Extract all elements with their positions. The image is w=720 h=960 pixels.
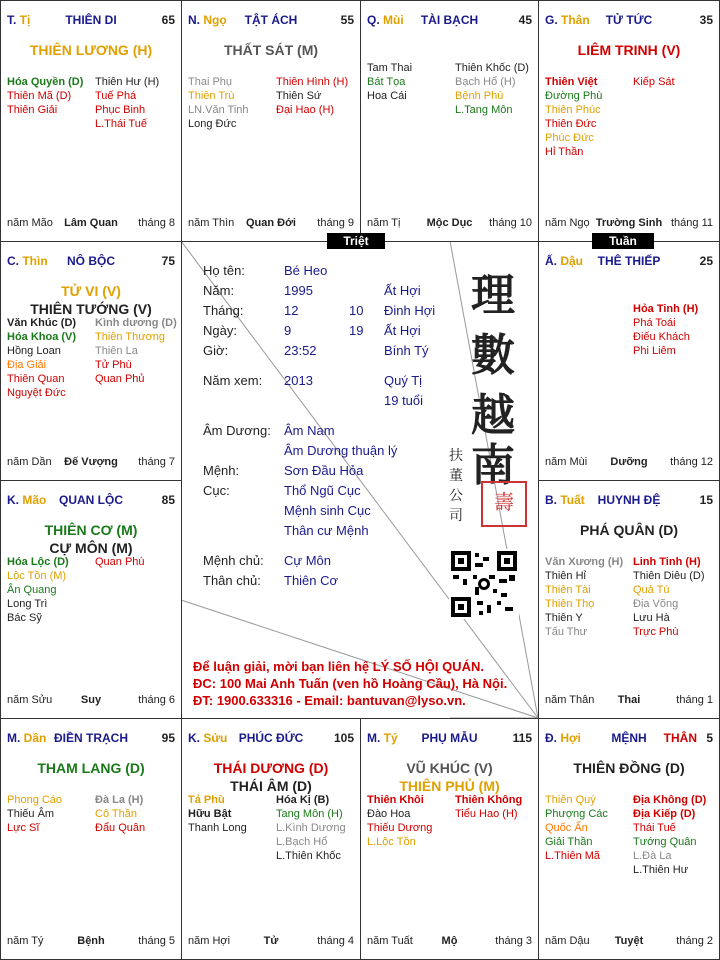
minor-star: L.Thái Tuế bbox=[95, 118, 147, 130]
palace-position: C. Thìn bbox=[7, 254, 48, 268]
minor-star: L.Đà La bbox=[633, 850, 672, 862]
minor-star: L.Thiên Mã bbox=[545, 850, 601, 862]
palace-year: năm Tị bbox=[367, 217, 401, 229]
minor-star: Bệnh Phù bbox=[455, 90, 504, 102]
palace-year: năm Tuất bbox=[367, 935, 413, 947]
minor-stars-right bbox=[633, 793, 706, 877]
minor-star: Linh Tinh (H) bbox=[633, 556, 701, 568]
minor-star: Thiên Hình (H) bbox=[276, 76, 349, 88]
palace-footer bbox=[7, 456, 175, 470]
palace-month: tháng 9 bbox=[317, 217, 354, 229]
main-star: THIÊN LƯƠNG (H) bbox=[29, 42, 153, 58]
palace-year: năm Thân bbox=[545, 694, 595, 706]
minor-stars-right bbox=[95, 316, 177, 386]
palace-age-number: 85 bbox=[161, 493, 175, 507]
center-info-panel bbox=[181, 241, 538, 719]
minor-star: Thiên Diêu (D) bbox=[633, 570, 705, 582]
minor-star: Phục Binh bbox=[95, 104, 146, 116]
body-marker: THÂN bbox=[663, 731, 697, 745]
minor-star: Thiên Sứ bbox=[276, 90, 322, 102]
palace-cell-suu[interactable] bbox=[181, 718, 361, 960]
palace-footer bbox=[188, 935, 354, 949]
minor-star: Thiên Không bbox=[455, 794, 523, 806]
minor-star: Thanh Long bbox=[188, 822, 247, 834]
info-value: 9 bbox=[284, 323, 292, 338]
main-stars bbox=[182, 759, 360, 795]
info-value: Thân cư Mệnh bbox=[284, 523, 369, 538]
minor-star: Kiếp Sát bbox=[633, 76, 675, 88]
minor-star: Long Trì bbox=[7, 598, 48, 610]
minor-stars-right bbox=[455, 61, 529, 117]
minor-star: Quốc Ấn bbox=[545, 822, 588, 834]
info-lunar-value: 19 bbox=[349, 323, 364, 338]
main-stars bbox=[539, 521, 719, 539]
minor-star: Thái Tuế bbox=[633, 822, 676, 834]
palace-footer bbox=[188, 217, 354, 231]
palace-stage: Mộc Dục bbox=[426, 217, 473, 229]
palace-header bbox=[367, 731, 532, 747]
palace-cell-ti[interactable] bbox=[0, 0, 182, 242]
minor-star: Hồng Loan bbox=[7, 345, 61, 357]
info-canchi-value: Ất Hợi bbox=[384, 283, 421, 298]
palace-footer bbox=[545, 935, 713, 949]
palace-stage: Lâm Quan bbox=[64, 217, 118, 229]
minor-stars-left bbox=[545, 75, 602, 159]
palace-header bbox=[545, 254, 713, 270]
minor-stars-left bbox=[7, 316, 76, 400]
palace-age-number: 95 bbox=[161, 731, 175, 745]
info-value: Mệnh sinh Cục bbox=[284, 503, 371, 518]
minor-star: L.Thiên Khốc bbox=[276, 850, 341, 862]
palace-header bbox=[367, 13, 532, 29]
brand-char-3: 越 bbox=[471, 390, 515, 441]
palace-position: T. Tị bbox=[7, 13, 31, 27]
minor-star: Văn Xương (H) bbox=[545, 556, 624, 568]
brand-small-2: 董 bbox=[449, 468, 463, 484]
palace-header bbox=[7, 254, 175, 270]
seal-stamp: 壽 bbox=[481, 481, 527, 527]
palace-cell-tuat[interactable] bbox=[538, 480, 720, 719]
info-canchi-value: Quý Tị bbox=[384, 373, 423, 388]
palace-cell-ngo[interactable] bbox=[181, 0, 361, 242]
minor-star: L.Bạch Hổ bbox=[276, 836, 328, 848]
minor-stars-left bbox=[7, 555, 69, 625]
palace-header bbox=[545, 13, 713, 29]
palace-age-number: 45 bbox=[518, 13, 532, 27]
minor-star: Tả Phù bbox=[188, 794, 225, 806]
minor-star: L.Lộc Tồn bbox=[367, 836, 416, 848]
minor-star: Địa Không (D) bbox=[633, 794, 707, 806]
minor-stars-left bbox=[367, 793, 432, 849]
main-star: THÁI ÂM (D) bbox=[230, 778, 312, 794]
qr-code-icon[interactable] bbox=[449, 549, 519, 619]
minor-star: Long Đức bbox=[188, 118, 237, 130]
palace-stage: Thai bbox=[617, 694, 641, 706]
minor-star: Thiên Phúc bbox=[545, 104, 601, 116]
minor-star: Tang Môn (H) bbox=[276, 808, 343, 820]
palace-cell-mao[interactable] bbox=[0, 480, 182, 719]
palace-year: năm Dần bbox=[7, 456, 52, 468]
main-star: CỰ MÔN (M) bbox=[49, 540, 133, 556]
info-canchi-value: Đinh Hợi bbox=[384, 303, 436, 318]
palace-year: năm Sửu bbox=[7, 694, 53, 706]
main-star: THIÊN PHỦ (M) bbox=[399, 778, 500, 794]
minor-stars-right bbox=[455, 793, 522, 821]
info-label: Cục: bbox=[203, 483, 230, 498]
main-stars bbox=[1, 41, 181, 59]
info-label: Họ tên: bbox=[203, 263, 245, 278]
minor-star: Bạch Hổ (H) bbox=[455, 76, 516, 88]
contact-callout-line: ĐT: 1900.633316 - Email: bantuvan@lyso.vn. bbox=[193, 693, 466, 708]
palace-position: G. Thân bbox=[545, 13, 590, 27]
info-value: Âm Dương thuận lý bbox=[284, 443, 398, 458]
minor-star: Địa Giải bbox=[7, 359, 47, 371]
minor-star: Địa Kiếp (D) bbox=[633, 808, 696, 820]
minor-star: Hỉ Thần bbox=[545, 146, 584, 158]
minor-star: Thiên Thọ bbox=[545, 598, 595, 610]
minor-star: Đường Phù bbox=[545, 90, 603, 102]
palace-stage: Đế Vượng bbox=[64, 456, 118, 468]
main-star: THIÊN CƠ (M) bbox=[44, 522, 138, 538]
palace-year: năm Mùi bbox=[545, 456, 588, 468]
palace-header bbox=[7, 13, 175, 29]
info-label: Giờ: bbox=[203, 343, 229, 358]
minor-star: Phi Liêm bbox=[633, 345, 676, 357]
triet-marker: Triệt bbox=[327, 233, 385, 249]
minor-stars-left bbox=[7, 75, 83, 117]
tuan-marker: Tuần bbox=[592, 233, 654, 249]
palace-month: tháng 8 bbox=[138, 217, 175, 229]
palace-footer bbox=[7, 935, 175, 949]
palace-cell-dau[interactable] bbox=[538, 241, 720, 481]
info-label: Tháng: bbox=[203, 303, 244, 318]
info-value: 23:52 bbox=[284, 343, 317, 358]
info-label: Ngày: bbox=[203, 323, 237, 338]
minor-star: Trực Phù bbox=[633, 626, 679, 638]
main-stars bbox=[1, 282, 181, 318]
contact-callout-line: Để luận giải, mời bạn liên hệ LÝ SỐ HỘI QUÁN. bbox=[193, 659, 484, 674]
info-canchi-value: Ất Hợi bbox=[384, 323, 421, 338]
palace-name: HUYNH ĐỆ bbox=[597, 493, 661, 507]
palace-header bbox=[7, 493, 175, 509]
palace-stage: Mộ bbox=[441, 935, 458, 947]
info-label: Thân chủ: bbox=[203, 573, 261, 588]
minor-star: Hữu Bật bbox=[188, 808, 232, 820]
minor-star: Phúc Đức bbox=[545, 132, 594, 144]
info-canchi-value: Bính Tý bbox=[384, 343, 429, 358]
main-stars bbox=[539, 41, 719, 59]
palace-header bbox=[7, 731, 175, 747]
info-value: Bé Heo bbox=[284, 263, 328, 278]
palace-name: TÀI BẠCH bbox=[420, 13, 479, 27]
palace-header bbox=[545, 493, 713, 509]
minor-stars-right bbox=[276, 75, 348, 117]
palace-name: TẬT ÁCH bbox=[244, 13, 298, 27]
minor-star: Địa Võng bbox=[633, 598, 679, 610]
minor-star: Thiên La bbox=[95, 345, 138, 357]
palace-age-number: 55 bbox=[340, 13, 354, 27]
info-canchi-value: 19 tuổi bbox=[384, 393, 424, 408]
palace-month: tháng 1 bbox=[676, 694, 713, 706]
palace-name: MỆNH bbox=[611, 731, 647, 745]
palace-age-number: 15 bbox=[699, 493, 713, 507]
main-star: THAM LANG (D) bbox=[37, 760, 145, 776]
palace-position: N. Ngọ bbox=[188, 13, 227, 27]
brand-small-4: 司 bbox=[449, 508, 463, 524]
brand-char-4: 南 bbox=[471, 440, 515, 491]
minor-star: Đà La (H) bbox=[95, 794, 144, 806]
minor-star: Thiên Hư (H) bbox=[95, 76, 160, 88]
palace-stage: Quan Đới bbox=[246, 217, 296, 229]
info-value: Cự Môn bbox=[284, 553, 331, 568]
main-stars bbox=[182, 41, 360, 59]
palace-age-number: 65 bbox=[161, 13, 175, 27]
info-label: Mệnh: bbox=[203, 463, 240, 478]
minor-star: Thiên Giải bbox=[7, 104, 58, 116]
main-star: THÁI DƯƠNG (D) bbox=[213, 760, 329, 776]
palace-month: tháng 10 bbox=[489, 217, 532, 229]
palace-header bbox=[188, 731, 354, 747]
main-star: THẤT SÁT (M) bbox=[223, 42, 319, 58]
minor-star: Ân Quang bbox=[7, 584, 57, 596]
palace-cell-mui[interactable] bbox=[360, 0, 539, 242]
minor-star: Tử Phù bbox=[95, 359, 132, 371]
minor-stars-right bbox=[95, 793, 145, 835]
minor-star: Tướng Quân bbox=[633, 836, 697, 848]
minor-star: Tam Thai bbox=[367, 62, 413, 74]
palace-header bbox=[545, 731, 713, 747]
main-star: PHÁ QUÂN (D) bbox=[580, 522, 678, 538]
palace-age-number: 105 bbox=[333, 731, 354, 745]
info-lunar-value: 10 bbox=[349, 303, 364, 318]
palace-month: tháng 3 bbox=[495, 935, 532, 947]
palace-stage: Bệnh bbox=[77, 935, 105, 947]
palace-name: NÔ BỘC bbox=[67, 254, 115, 268]
palace-year: năm Dậu bbox=[545, 935, 590, 947]
minor-star: Thiên Hỉ bbox=[545, 570, 586, 582]
minor-stars-left bbox=[188, 793, 247, 835]
minor-star: Quan Phủ bbox=[95, 373, 145, 385]
minor-stars-left bbox=[545, 793, 608, 863]
minor-star: Giải Thần bbox=[545, 836, 593, 848]
palace-age-number: 5 bbox=[706, 731, 713, 745]
palace-year: năm Tý bbox=[7, 935, 44, 947]
minor-star: Thai Phụ bbox=[188, 76, 233, 88]
minor-star: Thiên Khốc (D) bbox=[455, 62, 529, 74]
palace-name: QUAN LỘC bbox=[59, 493, 123, 507]
info-value: 12 bbox=[284, 303, 299, 318]
minor-stars-left bbox=[545, 555, 623, 639]
minor-star: Quả Tú bbox=[633, 584, 670, 596]
minor-star: Thiên Y bbox=[545, 612, 583, 624]
palace-age-number: 75 bbox=[161, 254, 175, 268]
minor-star: LN.Văn Tinh bbox=[188, 104, 249, 116]
brand-char-2: 數 bbox=[471, 330, 515, 381]
minor-star: Thiên Thương bbox=[95, 331, 166, 343]
main-star: THIÊN ĐỒNG (D) bbox=[573, 760, 685, 776]
minor-stars-right bbox=[633, 75, 675, 89]
minor-star: L.Tang Môn bbox=[455, 104, 513, 116]
info-label: Năm: bbox=[203, 283, 235, 298]
palace-year: năm Mão bbox=[7, 217, 53, 229]
info-value: Sơn Đầu Hỏa bbox=[284, 463, 364, 478]
main-star: TỬ VI (V) bbox=[61, 283, 121, 299]
palace-stage: Tử bbox=[263, 935, 279, 947]
minor-stars-right bbox=[276, 793, 346, 863]
minor-star: Thiên Khôi bbox=[367, 794, 424, 806]
palace-month: tháng 12 bbox=[670, 456, 713, 468]
brand-small-3: 公 bbox=[449, 488, 463, 504]
minor-star: Thiếu Âm bbox=[7, 808, 55, 820]
palace-stage: Tuyệt bbox=[614, 935, 644, 947]
info-value: Âm Nam bbox=[284, 423, 335, 438]
info-value: Thiên Cơ bbox=[284, 573, 339, 588]
palace-stage: Suy bbox=[80, 694, 102, 706]
main-star: THIÊN TƯỚNG (V) bbox=[30, 301, 152, 317]
minor-star: Thiếu Dương bbox=[367, 822, 433, 834]
palace-position: B. Tuất bbox=[545, 493, 585, 507]
minor-star: Đại Hao (H) bbox=[276, 104, 335, 116]
minor-star: Hóa Lộc (D) bbox=[7, 556, 69, 568]
palace-stage: Trường Sinh bbox=[595, 217, 663, 229]
palace-footer bbox=[367, 217, 532, 231]
minor-star: Hóa Kị (B) bbox=[276, 794, 330, 806]
palace-year: năm Ngọ bbox=[545, 217, 590, 229]
palace-name: THIÊN DI bbox=[65, 13, 117, 27]
minor-stars-right bbox=[95, 555, 145, 569]
main-star: LIÊM TRINH (V) bbox=[577, 42, 681, 58]
minor-star: Đào Hoa bbox=[367, 808, 411, 820]
minor-star: Hoa Cái bbox=[367, 90, 407, 102]
palace-position: Ấ. Dậu bbox=[545, 254, 584, 268]
brand-char-1: 理 bbox=[471, 270, 515, 321]
minor-star: Quan Phù bbox=[95, 556, 145, 568]
minor-star: Lộc Tồn (M) bbox=[7, 570, 67, 582]
minor-star: Phượng Các bbox=[545, 808, 608, 820]
minor-star: Bác Sỹ bbox=[7, 612, 42, 624]
minor-star: Thiên Trù bbox=[188, 90, 235, 102]
palace-name: ĐIỀN TRẠCH bbox=[54, 731, 128, 745]
minor-stars-right bbox=[95, 75, 159, 131]
main-stars bbox=[539, 759, 719, 777]
palace-cell-than[interactable] bbox=[538, 0, 720, 242]
minor-star: Hỏa Tinh (H) bbox=[633, 303, 699, 315]
minor-star: Thiên Việt bbox=[545, 76, 598, 88]
palace-position: K. Sửu bbox=[188, 731, 228, 745]
minor-star: Phá Toái bbox=[633, 317, 676, 329]
minor-stars-left bbox=[188, 75, 249, 131]
minor-star: Văn Khúc (D) bbox=[7, 317, 77, 329]
minor-star: Lưu Hà bbox=[633, 612, 670, 624]
palace-header bbox=[188, 13, 354, 29]
brand-small-1: 扶 bbox=[449, 448, 463, 464]
minor-star: Nguyệt Đức bbox=[7, 387, 66, 399]
minor-stars-left bbox=[367, 61, 412, 103]
info-label: Mệnh chủ: bbox=[203, 553, 264, 568]
minor-star: Bát Tọa bbox=[367, 76, 406, 88]
palace-age-number: 25 bbox=[699, 254, 713, 268]
palace-footer bbox=[367, 935, 532, 949]
palace-position: K. Mão bbox=[7, 493, 47, 507]
palace-cell-thin[interactable] bbox=[0, 241, 182, 481]
palace-footer bbox=[7, 694, 175, 708]
minor-star: Kình dương (D) bbox=[95, 317, 177, 329]
palace-stage: Dưỡng bbox=[610, 456, 648, 468]
info-value: 2013 bbox=[284, 373, 313, 388]
palace-month: tháng 2 bbox=[676, 935, 713, 947]
minor-star: Thiên Quý bbox=[545, 794, 596, 806]
palace-name: THÊ THIẾP bbox=[597, 254, 661, 268]
palace-cell-hoi[interactable] bbox=[538, 718, 720, 960]
main-star: VŨ KHÚC (V) bbox=[406, 760, 493, 776]
palace-footer bbox=[545, 694, 713, 708]
palace-month: tháng 6 bbox=[138, 694, 175, 706]
palace-name: TỬ TỨC bbox=[605, 13, 653, 27]
minor-star: Phong Cáo bbox=[7, 794, 63, 806]
palace-month: tháng 4 bbox=[317, 935, 354, 947]
contact-callout-line: ĐC: 100 Mai Anh Tuấn (ven hồ Hoàng Cầu), Hà Nội. bbox=[193, 676, 508, 691]
palace-year: năm Thìn bbox=[188, 217, 235, 229]
main-stars bbox=[1, 521, 181, 557]
minor-star: Cô Thần bbox=[95, 808, 137, 820]
minor-star: Hóa Khoa (V) bbox=[7, 331, 77, 343]
main-stars bbox=[361, 759, 538, 795]
info-label: Năm xem: bbox=[203, 373, 263, 388]
palace-footer bbox=[7, 217, 175, 231]
minor-star: Tuế Phá bbox=[95, 90, 137, 102]
palace-footer bbox=[545, 456, 713, 470]
minor-star: Tấu Thư bbox=[545, 626, 588, 638]
palace-month: tháng 11 bbox=[670, 217, 713, 229]
info-label: Âm Dương: bbox=[203, 423, 271, 438]
palace-age-number: 115 bbox=[512, 731, 532, 745]
minor-star: Thiên Mã (D) bbox=[7, 90, 72, 102]
palace-cell-dan[interactable] bbox=[0, 718, 182, 960]
minor-stars-right bbox=[633, 302, 698, 358]
minor-star: Điếu Khách bbox=[633, 331, 690, 343]
palace-cell-ty[interactable] bbox=[360, 718, 539, 960]
minor-star: L.Thiên Hư bbox=[633, 864, 689, 876]
palace-age-number: 35 bbox=[699, 13, 713, 27]
palace-name: PHỤ MẪU bbox=[421, 731, 478, 745]
minor-star: L.Kình Dương bbox=[276, 822, 346, 834]
minor-stars-right bbox=[633, 555, 705, 639]
minor-stars-left bbox=[7, 793, 62, 835]
palace-position: Q. Mùi bbox=[367, 13, 404, 27]
palace-position: M. Tý bbox=[367, 731, 398, 745]
palace-position: Đ. Hợi bbox=[545, 731, 581, 745]
minor-star: Tiểu Hao (H) bbox=[455, 808, 518, 820]
palace-year: năm Hợi bbox=[188, 935, 231, 947]
minor-star: Thiên Đức bbox=[545, 118, 597, 130]
minor-star: Thiên Quan bbox=[7, 373, 65, 385]
minor-star: Lực Sĩ bbox=[7, 822, 40, 834]
info-value: Thổ Ngũ Cục bbox=[284, 483, 361, 498]
palace-footer bbox=[545, 217, 713, 231]
palace-month: tháng 5 bbox=[138, 935, 175, 947]
minor-star: Thiên Tài bbox=[545, 584, 591, 596]
palace-month: tháng 7 bbox=[138, 456, 175, 468]
palace-position: M. Dần bbox=[7, 731, 47, 745]
palace-name: PHÚC ĐỨC bbox=[238, 731, 304, 745]
info-value: 1995 bbox=[284, 283, 313, 298]
minor-star: Hóa Quyền (D) bbox=[7, 76, 84, 88]
main-stars bbox=[1, 759, 181, 777]
minor-star: Đẩu Quân bbox=[95, 822, 146, 834]
